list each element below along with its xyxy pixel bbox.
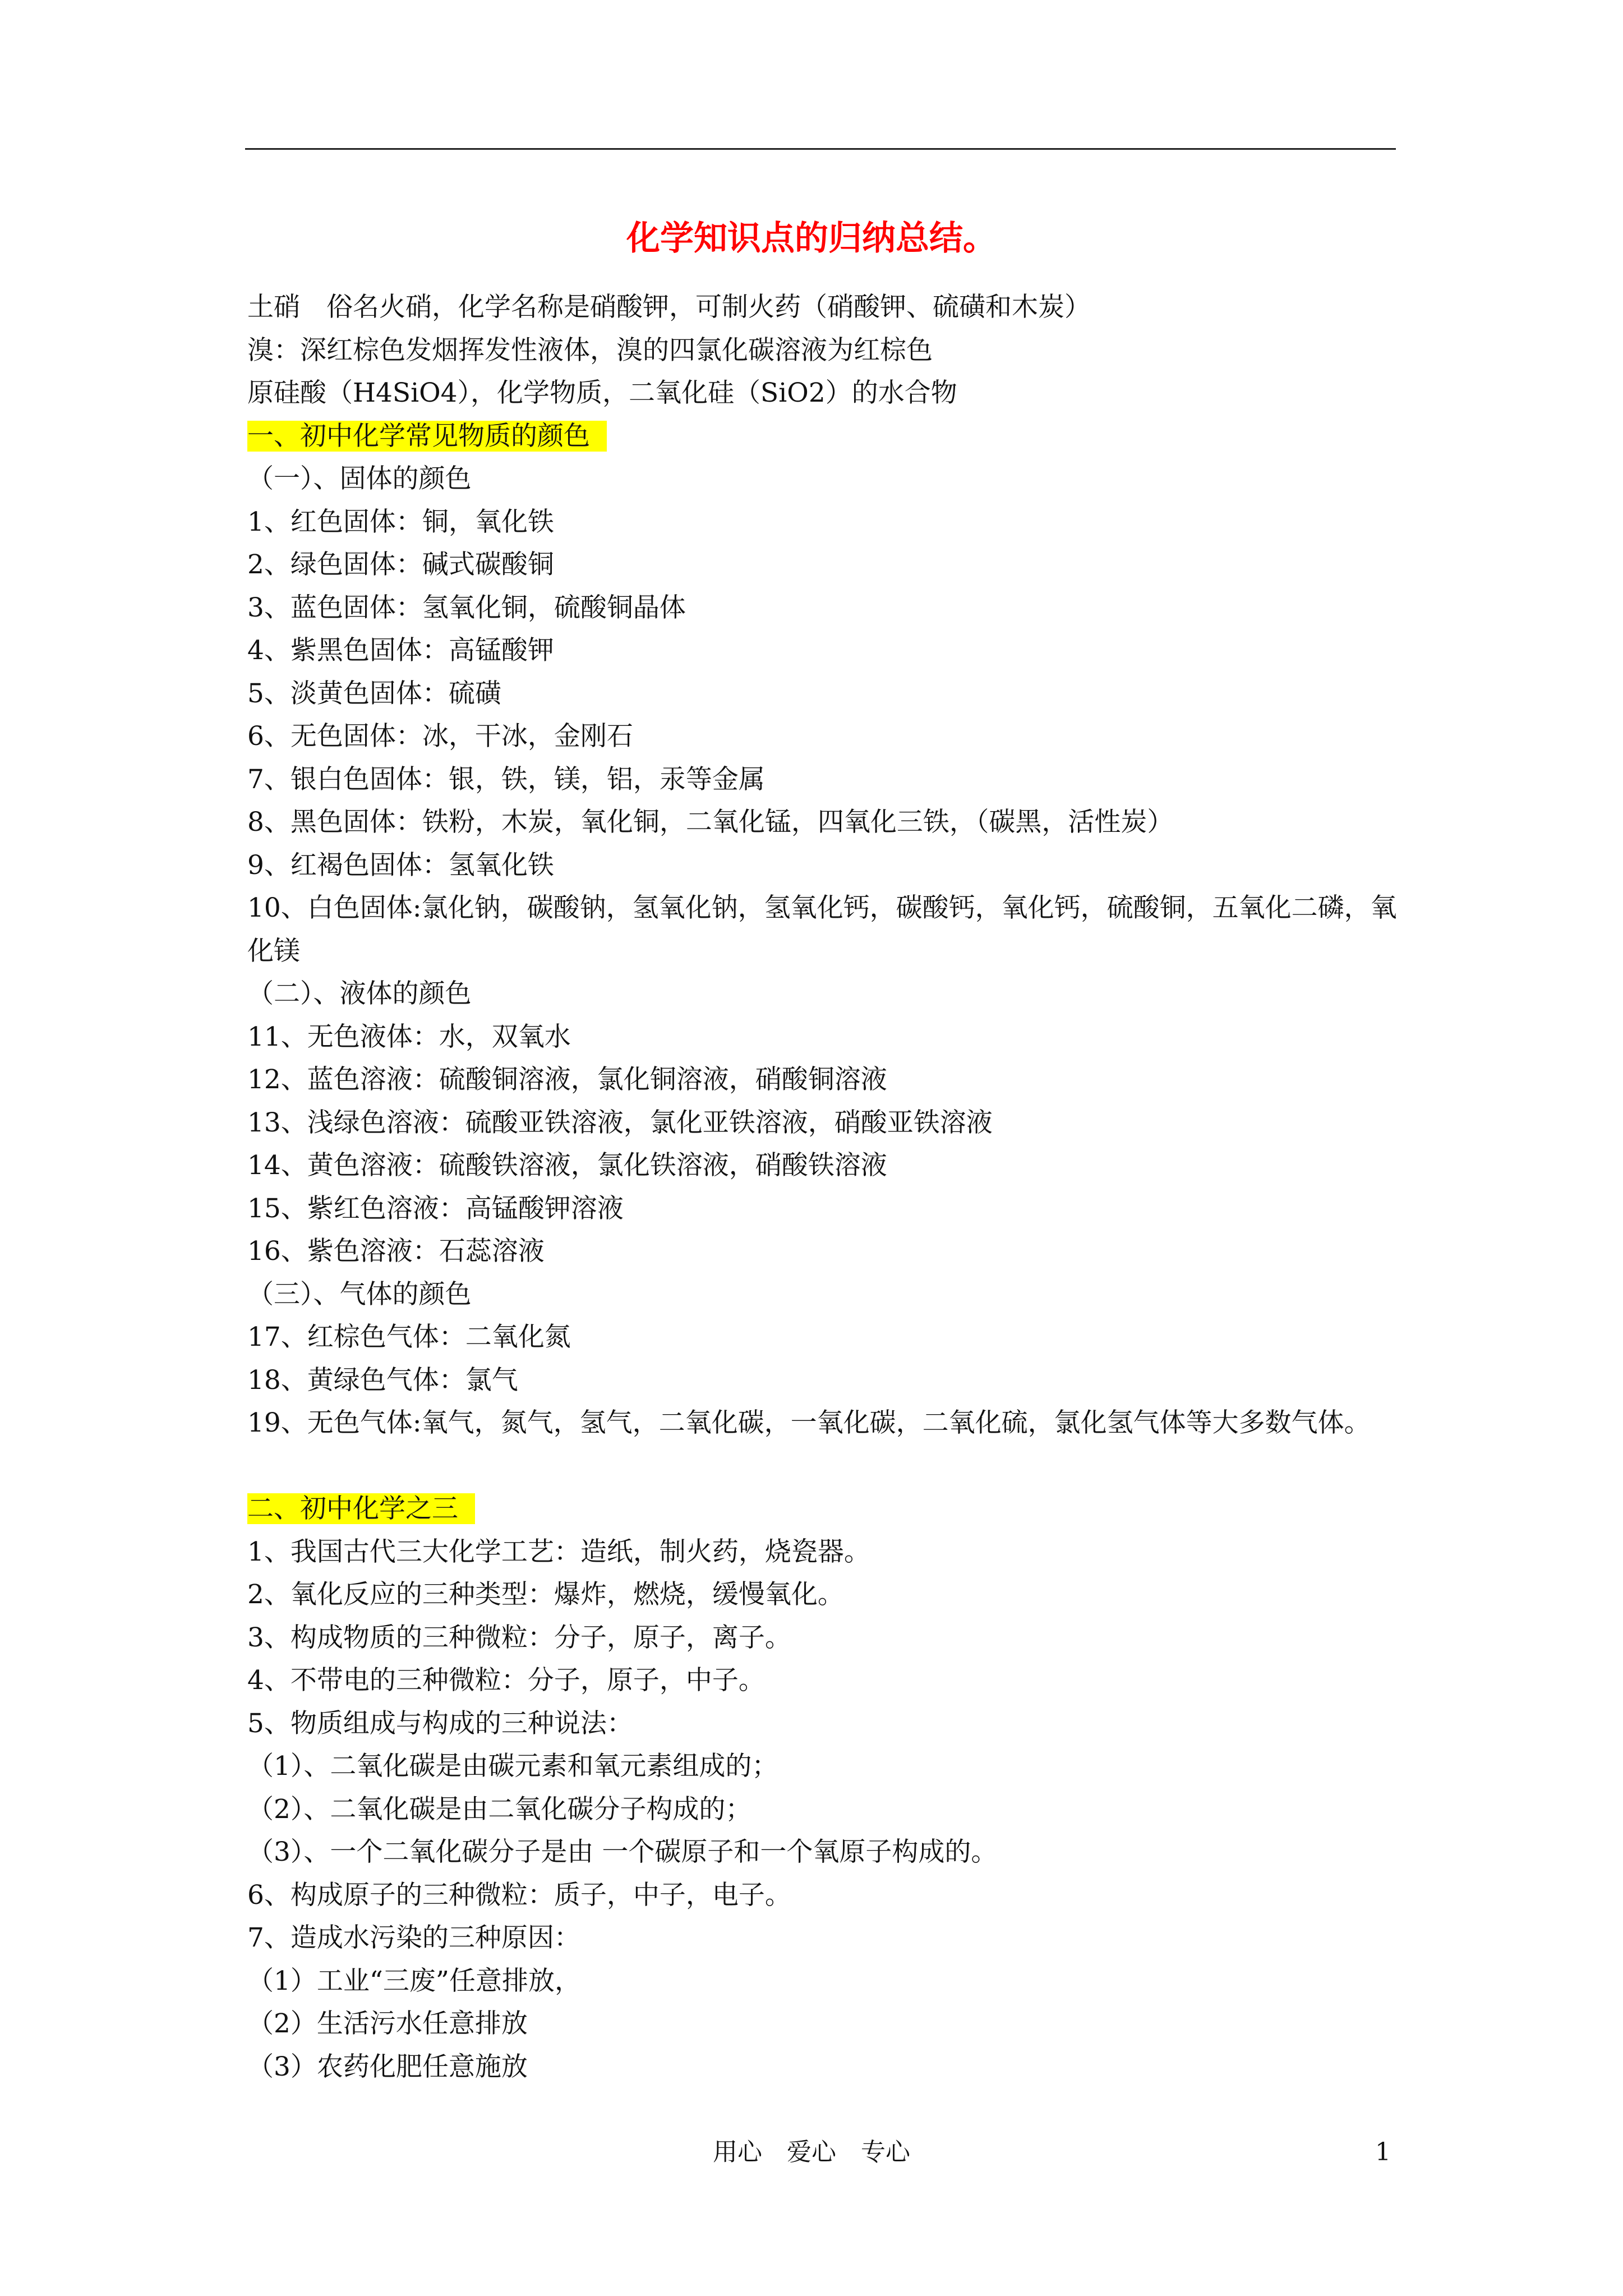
- section-heading-threes: [247, 1488, 1403, 1531]
- list-item: 11、无色液体：水，双氧水: [247, 1021, 571, 1052]
- paragraph-line: 原硅酸（H4SiO4），化学物质，二氧化硅（SiO2）的水合物: [247, 378, 957, 408]
- page-number: 1: [1375, 2138, 1391, 2166]
- document-title: 化学知识点的归纳总结。: [626, 219, 997, 258]
- list-item: 5、淡黄色固体：硫磺: [247, 678, 501, 709]
- sub-list-item: （1）、二氧化碳是由碳元素和氧元素组成的；: [247, 1751, 778, 1782]
- list-item: 1、红色固体：铜，氧化铁: [247, 506, 554, 537]
- list-item: 9、红褐色固体：氢氧化铁: [247, 849, 554, 881]
- list-item: 12、蓝色溶液：硫酸铜溶液，氯化铜溶液，硝酸铜溶液: [247, 1064, 887, 1095]
- subsection-heading: （一）、固体的颜色: [247, 463, 472, 494]
- list-item: 14、黄色溶液：硫酸铁溶液，氯化铁溶液，硝酸铁溶液: [247, 1150, 887, 1181]
- list-item: 3、构成物质的三种微粒：分子，原子，离子。: [247, 1622, 791, 1653]
- subsection-heading: （三）、气体的颜色: [247, 1278, 472, 1310]
- list-item: 7、银白色固体：银，铁，镁，铝，汞等金属: [247, 763, 765, 795]
- highlighted-heading: 二、初中化学之三: [247, 1493, 475, 1524]
- list-item: 6、构成原子的三种微粒：质子，中子，电子。: [247, 1879, 791, 1911]
- list-item: 17、红棕色气体：二氧化氮: [247, 1322, 571, 1352]
- list-item: 18、黄绿色气体：氯气: [247, 1364, 518, 1396]
- list-item: 7、造成水污染的三种原因：: [247, 1922, 580, 1953]
- list-item: 2、绿色固体：碱式碳酸铜: [247, 549, 554, 580]
- sub-list-item: （1）工业“三废”任意排放，: [247, 1965, 581, 1996]
- list-item: 2、氧化反应的三种类型：爆炸，燃烧，缓慢氧化。: [247, 1579, 844, 1610]
- subsection-heading: （二）、液体的颜色: [247, 978, 472, 1009]
- highlighted-heading: 一、初中化学常见物质的颜色: [247, 421, 607, 452]
- list-item: 8、黑色固体：铁粉，木炭，氧化铜，二氧化锰，四氧化三铁，（碳黑，活性炭）: [247, 807, 1174, 838]
- list-item: 1、我国古代三大化学工艺：造纸，制火药，烧瓷器。: [247, 1536, 870, 1567]
- list-item: 15、紫红色溶液：高锰酸钾溶液: [247, 1193, 624, 1224]
- list-item: 13、浅绿色溶液：硫酸亚铁溶液，氯化亚铁溶液，硝酸亚铁溶液: [247, 1107, 993, 1138]
- section-heading-colors: [247, 415, 1403, 458]
- list-item: 4、不带电的三种微粒：分子，原子，中子。: [247, 1665, 765, 1696]
- list-item: 10、白色固体:氯化钠，碳酸钠，氢氧化钠，氢氧化钙，碳酸钙，氧化钙，硫酸铜，五氧化二磷，氧化镁: [247, 892, 1397, 967]
- list-item: 19、无色气体:氧气，氮气，氢气，二氧化碳，一氧化碳，二氧化硫，氯化氢气体等大多数气体。: [247, 1407, 1371, 1438]
- header-rule: [245, 148, 1396, 150]
- sub-list-item: （2）、二氧化碳是由二氧化碳分子构成的；: [247, 1793, 752, 1825]
- list-item: 4、紫黑色固体：高锰酸钾: [247, 635, 554, 666]
- list-item: 5、物质组成与构成的三种说法：: [247, 1708, 633, 1739]
- document-body: [247, 286, 1403, 2088]
- sub-list-item: （3）农药化肥任意施放: [247, 2051, 528, 2082]
- list-item: 6、无色固体：冰，干冰，金刚石: [247, 721, 633, 752]
- list-item: 3、蓝色固体：氢氧化铜，硫酸铜晶体: [247, 592, 686, 623]
- paragraph-line: 土硝 俗名火硝，化学名称是硝酸钾，可制火药（硝酸钾、硫磺和木炭）: [247, 292, 1091, 323]
- footer-motto: 用心 爱心 专心: [713, 2138, 910, 2166]
- paragraph-line: 溴：深红棕色发烟挥发性液体，溴的四氯化碳溶液为红棕色: [247, 334, 933, 366]
- sub-list-item: （3）、一个二氧化碳分子是由 一个碳原子和一个氧原子构成的。: [247, 1837, 998, 1867]
- sub-list-item: （2）生活污水任意排放: [247, 2008, 528, 2039]
- list-item: 16、紫色溶液：石蕊溶液: [247, 1236, 545, 1267]
